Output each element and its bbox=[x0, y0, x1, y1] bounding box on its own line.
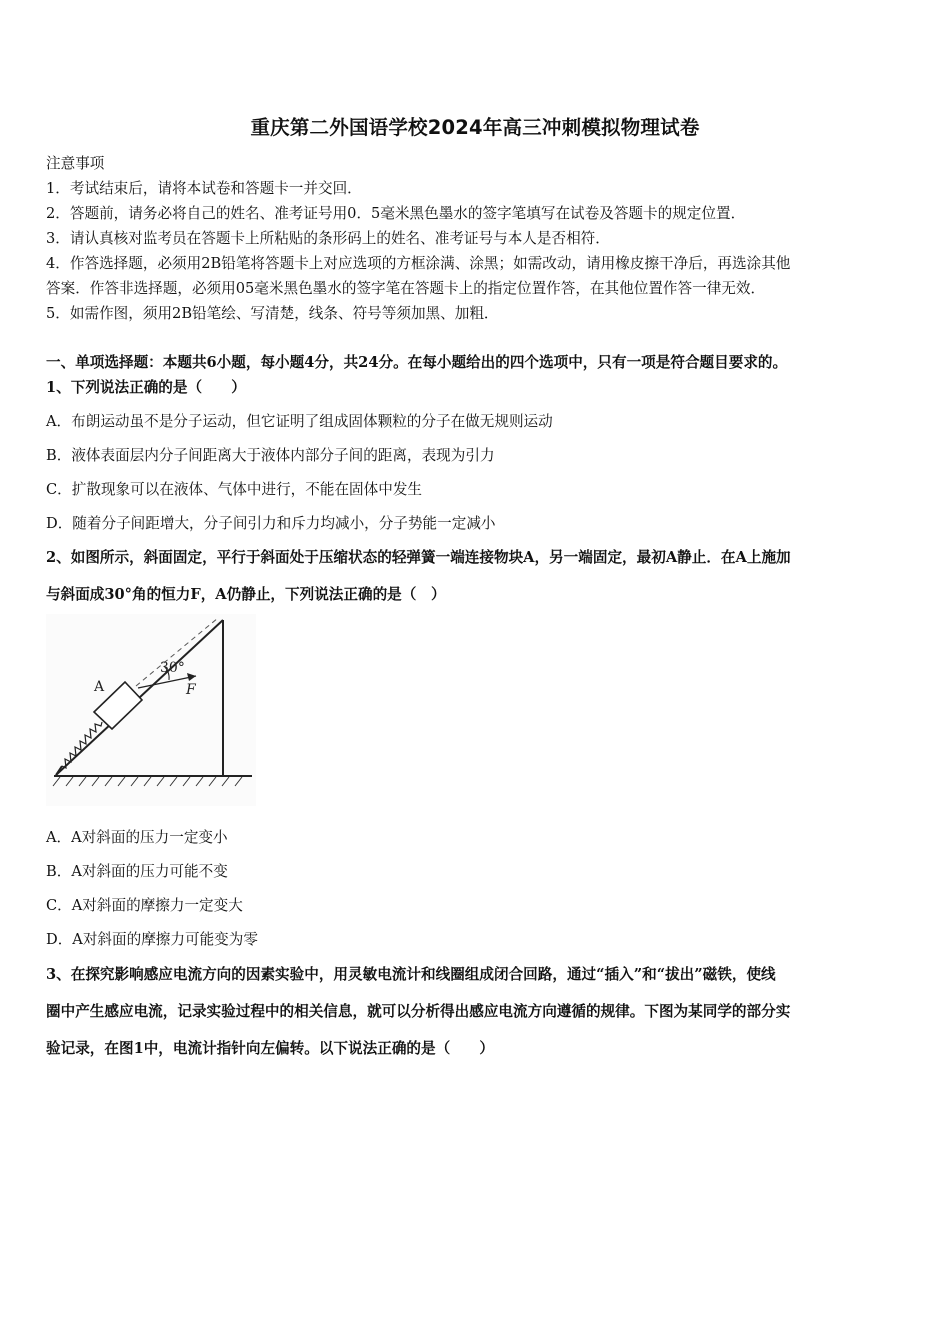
question-3-line2: 圈中产生感应电流，记录实验过程中的相关信息，就可以分析得出感应电流方向遵循的规律。下图为某同学的部分实 bbox=[46, 1003, 791, 1020]
question-2-stem-line2: 与斜面成30°角的恒力F，A仍静止，下列说法正确的是（ ） bbox=[46, 586, 446, 603]
question-2-option-a: A．A对斜面的压力一定变小 bbox=[46, 829, 228, 846]
question-1-option-b: B．液体表面层内分子间距离大于液体内部分子间的距离，表现为引力 bbox=[46, 447, 495, 464]
block-label: A bbox=[94, 679, 105, 695]
question-1-option-d: D．随着分子间距增大，分子间引力和斥力均减小，分子势能一定减小 bbox=[46, 515, 496, 532]
angle-label: 30° bbox=[160, 660, 185, 676]
notice-item: 1．考试结束后，请将本试卷和答题卡一并交回． bbox=[46, 180, 362, 197]
notice-heading: 注意事项 bbox=[46, 155, 105, 172]
question-1-stem: 1、下列说法正确的是（ ） bbox=[46, 379, 246, 396]
question-2-option-d: D．A对斜面的摩擦力可能变为零 bbox=[46, 931, 258, 948]
notice-item: 3．请认真核对监考员在答题卡上所粘贴的条形码上的姓名、准考证号与本人是否相符． bbox=[46, 230, 610, 247]
exam-title: 重庆第二外国语学校2024年高三冲刺模拟物理试卷 bbox=[250, 116, 700, 139]
notice-item: 5．如需作图，须用2B铅笔绘、写清楚，线条、符号等须加黑、加粗． bbox=[46, 305, 499, 322]
notice-item: 答案．作答非选择题，必须用05毫米黑色墨水的签字笔在答题卡上的指定位置作答，在其他位置作答一律无效． bbox=[46, 280, 766, 297]
question-1-option-c: C．扩散现象可以在液体、气体中进行，不能在固体中发生 bbox=[46, 481, 423, 498]
force-label: F bbox=[186, 682, 196, 698]
question-3-line3: 验记录，在图1中，电流计指针向左偏转。以下说法正确的是（ ） bbox=[46, 1040, 494, 1057]
question-2-option-b: B．A对斜面的压力可能不变 bbox=[46, 863, 228, 880]
ground-hatch bbox=[53, 777, 242, 786]
section-heading: 一、单项选择题：本题共6小题，每小题4分，共24分。在每小题给出的四个选项中，只有一项是符合题目要求的。 bbox=[46, 354, 788, 371]
question-2-option-c: C．A对斜面的摩擦力一定变大 bbox=[46, 897, 243, 914]
notice-item: 2．答题前，请务必将自己的姓名、准考证号用0．5毫米黑色墨水的签字笔填写在试卷及答题卡的规定位置． bbox=[46, 205, 746, 222]
incline-diagram bbox=[46, 614, 256, 806]
incline-spring-figure bbox=[46, 614, 256, 806]
question-3-line1: 3、在探究影响感应电流方向的因素实验中，用灵敏电流计和线圈组成闭合回路，通过“插入”和“拔出”磁铁，使线 bbox=[46, 966, 776, 983]
spring bbox=[62, 722, 102, 768]
question-2-stem-line1: 2、如图所示，斜面固定，平行于斜面处于压缩状态的轻弹簧一端连接物块A，另一端固定，最初A静止．在A上施加 bbox=[46, 549, 791, 566]
notice-item: 4．作答选择题，必须用2B铅笔将答题卡上对应选项的方框涂满、涂黑；如需改动，请用橡皮擦干净后，再选涂其他 bbox=[46, 255, 791, 272]
force-arrowhead bbox=[187, 673, 196, 681]
question-1-option-a: A．布朗运动虽不是分子运动，但它证明了组成固体颗粒的分子在做无规则运动 bbox=[46, 413, 553, 430]
